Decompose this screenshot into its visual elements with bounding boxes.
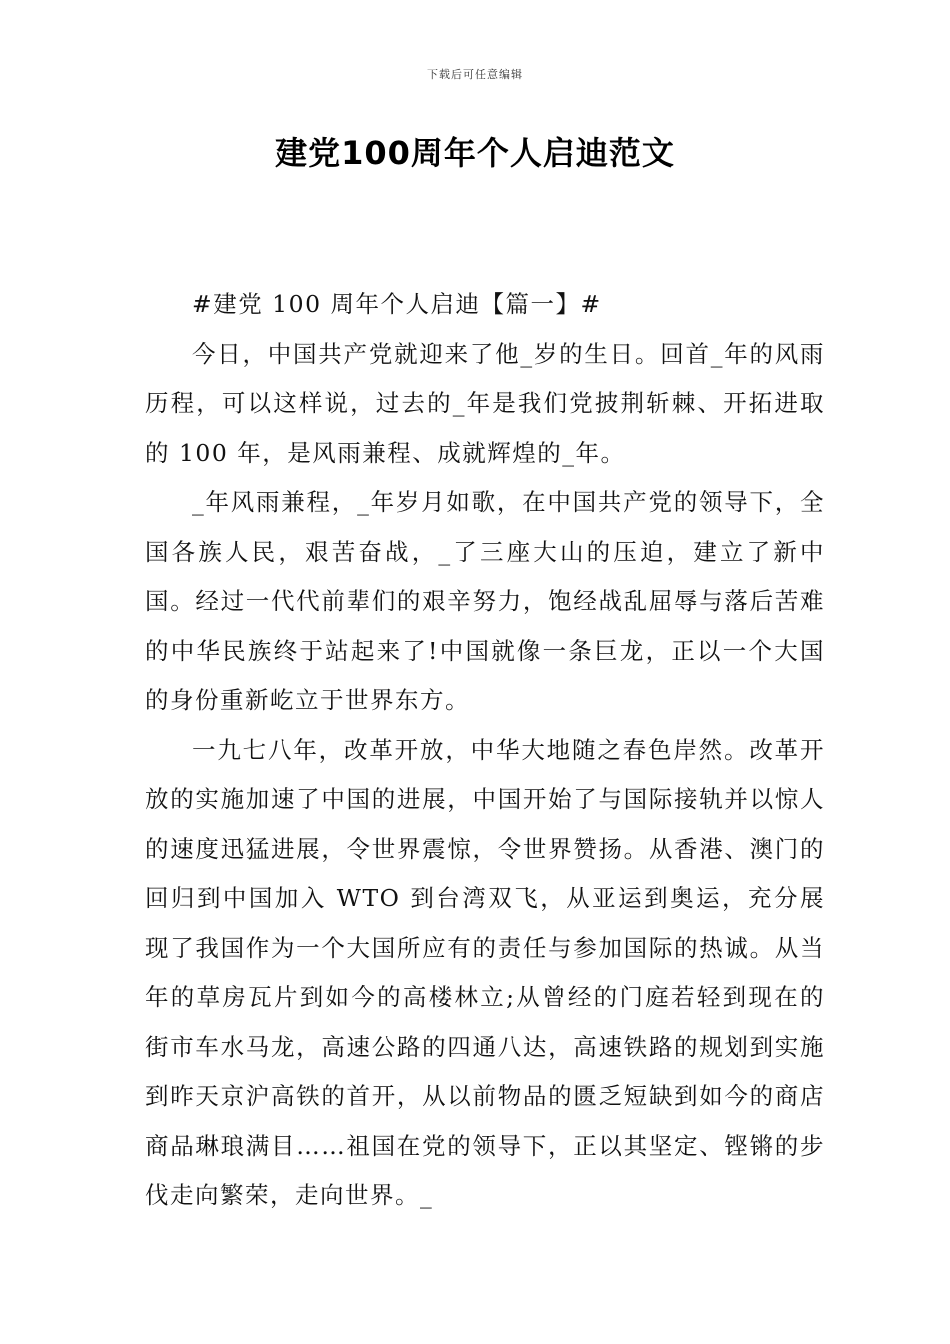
header-note: 下载后可任意编辑 [427,68,523,81]
paragraph-3: 一九七八年，改革开放，中华大地随之春色岸然。改革开放的实施加速了中国的进展，中国开始了与国际接轨并以惊人的速度迅猛进展，令世界震惊，令世界赞扬。从香港、澳门的回归到中国加入 WTO 到台湾双飞，从亚运到奥运，充分展现了我国作为一个大国所应有的责任与参加国际的热诚。从当年的草房瓦片到如今的高楼林立;从曾经的门庭若轻到现在的街市车水马龙，高速公路的四通八达，高速铁路的规划到实施到昨天京沪高铁的首开，从以前物品的匮乏短缺到如今的商店商品琳琅满目……祖国在党的领导下，正以其坚定、铿锵的步伐走向繁荣，走向世界。_ [145,735,825,1209]
paragraph-1: 今日，中国共产党就迎来了他_岁的生日。回首_年的风雨历程，可以这样说，过去的_年是我们党披荆斩棘、开拓进取的 100 年，是风雨兼程、成就辉煌的_年。 [145,339,825,467]
paragraph-2: _年风雨兼程，_年岁月如歌，在中国共产党的领导下，全国各族人民，艰苦奋战，_了三座大山的压迫，建立了新中国。经过一代代前辈们的艰辛努力，饱经战乱屈辱与落后苦难的中华民族终于站起来了!中国就像一条巨龙，正以一个大国的身份重新屹立于世界东方。 [145,488,825,714]
section-heading: #建党 100 周年个人启迪【篇一】# [192,290,602,318]
document-title: 建党100周年个人启迪范文 [275,134,675,172]
document-body [145,280,825,1221]
